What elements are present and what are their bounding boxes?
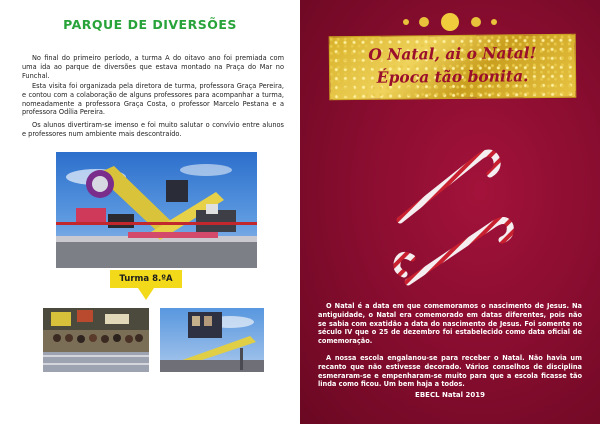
class-badge: Turma 8.ºA (110, 270, 182, 288)
banner-line-1: O Natal, ai o Natal! (368, 43, 537, 64)
amusement-ride-photo (56, 152, 257, 268)
ride-small-illustration (160, 308, 264, 372)
gold-dots-ornament (398, 12, 508, 32)
article-paragraph-2: Esta visita foi organizada pela diretora de turma, professora Graça Pereira, e contou com a colaboração de alguns professores para acompanhar a turma, nomeadamente a professora Graça Costa, o professor Marcelo Pestana e a professora Odília Pereira. (22, 82, 284, 117)
gold-glitter-banner (330, 35, 576, 100)
students-group-photo (43, 308, 149, 372)
page-title: PARQUE DE DIVERSÕES (63, 17, 237, 32)
christmas-paragraph-1: O Natal é a data em que comemoramos o nascimento de Jesus. Na antiguidade, o Natal era comemorado em datas diferentes, pois não se sabia com exatidão a data do nascimento de Jesus. Foi somente no século IV que o 25 de dezembro foi estabelecido como data oficial de comemoração. (318, 302, 582, 346)
christmas-paragraph-2: A nossa escola engalanou-se para receber o Natal. Não havia um recanto que não estivesse decorado. Vários conselhos de disciplina esmeraram-se e empenharam-se muito para que a escola ficasse tão linda como ficou. Um bem haja a todos. (318, 354, 582, 389)
ride-photo-small (160, 308, 264, 372)
banner-line-2: Época tão bonita. (376, 66, 529, 87)
students-illustration (43, 308, 149, 372)
article-paragraph-1: No final do primeiro período, a turma A do oitavo ano foi premiada com uma ida ao parque de diversões que estava montado na Praça do Mar no Funchal. (22, 54, 284, 80)
article-paragraph-3: Os alunos divertiram-se imenso e foi muito salutar o convívio entre alunos e professores num ambiente mais descontraído. (22, 121, 284, 138)
ride-illustration (56, 152, 257, 268)
signature-footer: EBECL Natal 2019 (415, 391, 485, 399)
candy-canes-icon (390, 140, 515, 290)
badge-arrow-icon (138, 288, 154, 300)
